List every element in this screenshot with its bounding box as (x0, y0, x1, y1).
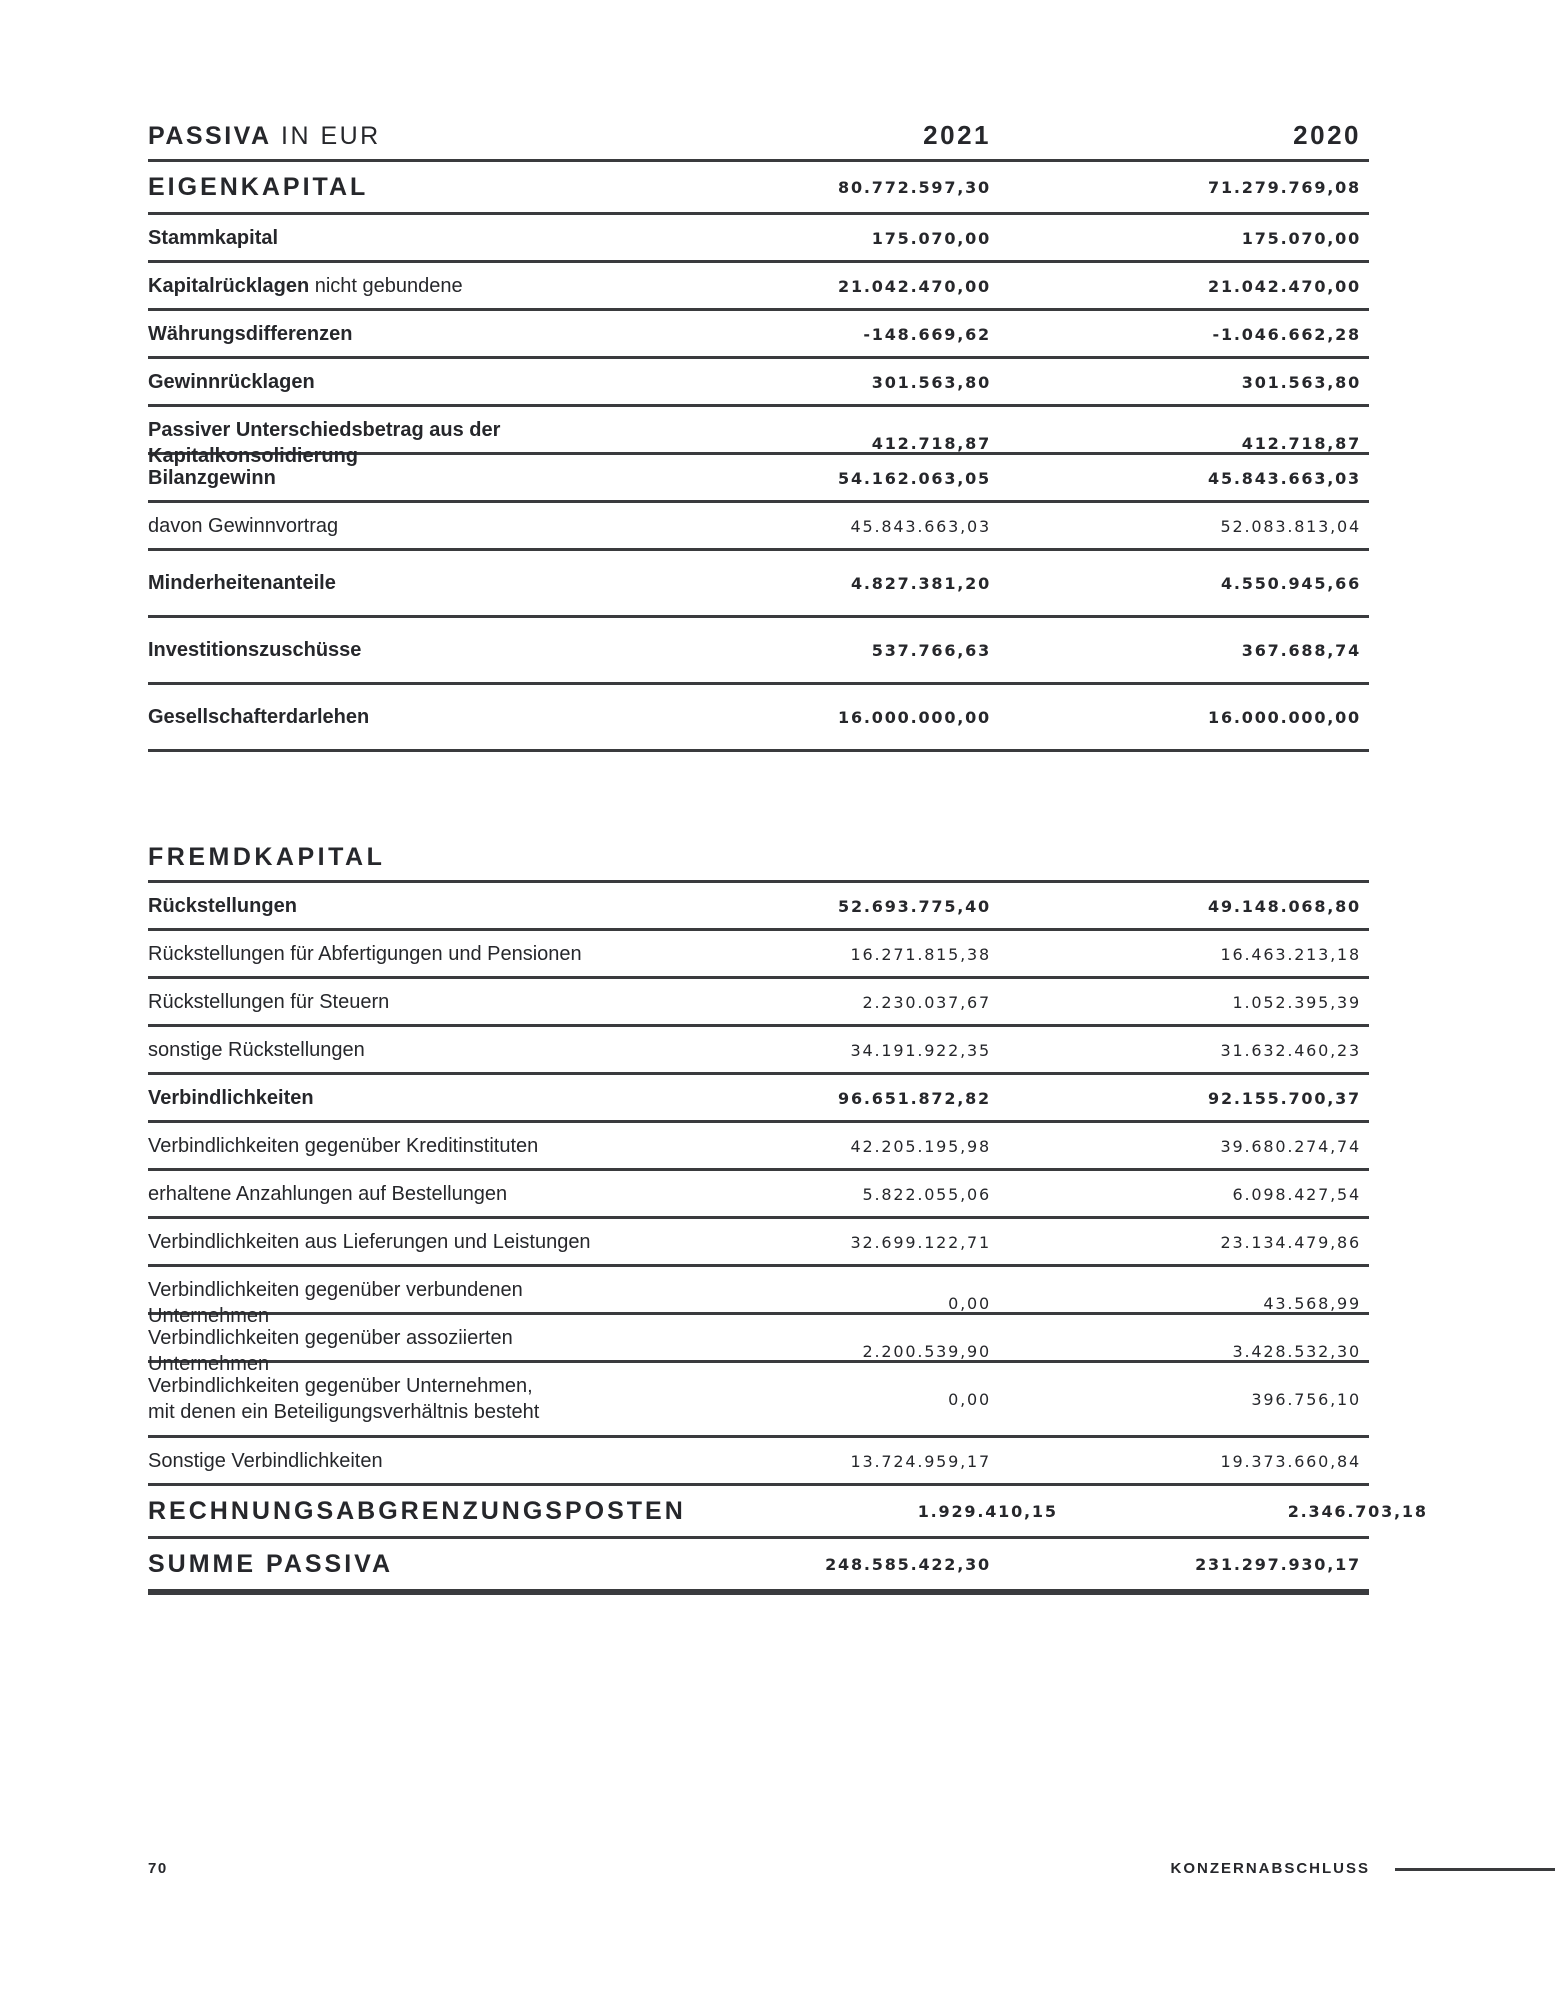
value-2021: 0,00 (948, 1389, 991, 1409)
row-label (148, 263, 619, 309)
table-row-kapitalruecklagen (148, 263, 1369, 311)
table-title (148, 122, 619, 151)
section-label: RECHNUNGSABGRENZUNGSPOSTEN (148, 1496, 686, 1525)
table-row-verbindlichkeiten-beteiligung (148, 1363, 1369, 1438)
section-fremdkapital: FREMDKAPITAL (148, 834, 1369, 883)
footer-section-name: KONZERNABSCHLUSS (1170, 1860, 1370, 1877)
row-label: Gesellschafterdarlehen (148, 706, 370, 728)
table-row-rueckstellungen-steuern (148, 979, 1369, 1027)
value-2021: 0,00 (948, 1293, 991, 1313)
table-row-verbindlichkeiten-lieferungen (148, 1219, 1369, 1267)
value-2021: 42.205.195,98 (850, 1136, 991, 1156)
value-2021: 21.042.470,00 (838, 276, 991, 296)
row-label: sonstige Rückstellungen (148, 1039, 365, 1061)
value-2021: 412.718,87 (871, 433, 991, 453)
value-2020: 52.083.813,04 (1220, 516, 1361, 536)
table-row-sonstige-verbindlichkeiten (148, 1438, 1369, 1486)
value-2021: 45.843.663,03 (850, 516, 991, 536)
value-2020: 6.098.427,54 (1232, 1184, 1361, 1204)
row-label-line-2: mit denen ein Beteiligungsverhältnis besteht (148, 1401, 540, 1423)
footer-rule-divider (1395, 1868, 1555, 1871)
page-footer (148, 1860, 1555, 1880)
total-row-summe-passiva (148, 1539, 1369, 1595)
value-2020: 49.148.068,80 (1208, 896, 1361, 916)
value-2021: 96.651.872,82 (838, 1088, 991, 1108)
page-number: 70 (148, 1860, 168, 1877)
table-row-gewinnvortrag (148, 503, 1369, 551)
table-row-rueckstellungen-abfertigungen (148, 931, 1369, 979)
value-2020: 301.563,80 (1241, 372, 1361, 392)
value-2020: 45.843.663,03 (1208, 468, 1361, 488)
value-2020: 175.070,00 (1241, 228, 1361, 248)
row-label: Stammkapital (148, 227, 279, 249)
table-row-verbindlichkeiten-assoziierte (148, 1315, 1369, 1375)
value-2021: 175.070,00 (871, 228, 991, 248)
table-row-stammkapital (148, 215, 1369, 263)
table-row-verbindlichkeiten-verbundene (148, 1267, 1369, 1327)
row-label: erhaltene Anzahlungen auf Bestellungen (148, 1183, 508, 1205)
value-2020: 1.052.395,39 (1232, 992, 1361, 1012)
value-2021: 5.822.055,06 (862, 1184, 991, 1204)
value-2020: 3.428.532,30 (1232, 1341, 1361, 1361)
row-label: Passiver Unterschiedsbetrag aus der Kapitalkonsolidierung (148, 419, 501, 467)
value-2021: 16.000.000,00 (838, 707, 991, 727)
row-label: Verbindlichkeiten aus Lieferungen und Leistungen (148, 1231, 591, 1253)
column-header-2021: 2021 (923, 120, 991, 150)
value-2021: -148.669,62 (863, 324, 991, 344)
value-2020: 92.155.700,37 (1208, 1088, 1361, 1108)
value-2021: 34.191.922,35 (850, 1040, 991, 1060)
table-row-bilanzgewinn (148, 455, 1369, 503)
value-2021: 54.162.063,05 (838, 468, 991, 488)
table-row-verbindlichkeiten-kreditinstitute (148, 1123, 1369, 1171)
value-2020: 16.463.213,18 (1220, 944, 1361, 964)
value-2020: 4.550.945,66 (1220, 573, 1361, 593)
value-2021: 2.230.037,67 (862, 992, 991, 1012)
row-label: Gewinnrücklagen (148, 371, 315, 393)
row-label (148, 1363, 619, 1435)
total-value-2021: 248.585.422,30 (825, 1554, 991, 1574)
table-row-verbindlichkeiten (148, 1075, 1369, 1123)
total-label: SUMME PASSIVA (148, 1549, 394, 1578)
section-rechnungsabgrenzungsposten (148, 1486, 1428, 1539)
value-2021: 1.929.410,15 (917, 1501, 1058, 1521)
table-row-erhaltene-anzahlungen (148, 1171, 1369, 1219)
value-2021: 13.724.959,17 (850, 1451, 991, 1471)
value-2020: -1.046.662,28 (1212, 324, 1361, 344)
value-2020: 39.680.274,74 (1220, 1136, 1361, 1156)
value-2021: 52.693.775,40 (838, 896, 991, 916)
value-2021: 301.563,80 (871, 372, 991, 392)
row-label: Währungsdifferenzen (148, 323, 353, 345)
value-2020: 31.632.460,23 (1220, 1040, 1361, 1060)
value-2020: 43.568,99 (1263, 1293, 1361, 1313)
table-row-rueckstellungen (148, 883, 1369, 931)
row-label: Minderheitenanteile (148, 572, 336, 594)
row-label: Verbindlichkeiten gegenüber verbundenen Unternehmen (148, 1279, 523, 1327)
value-2020: 2.346.703,18 (1287, 1501, 1428, 1521)
value-2020: 367.688,74 (1241, 640, 1361, 660)
row-label: Verbindlichkeiten gegenüber assoziierten Unternehmen (148, 1327, 513, 1375)
table-row-investitionszuschuesse (148, 618, 1369, 685)
row-label: Investitionszuschüsse (148, 639, 362, 661)
table-row-passiver-unterschiedsbetrag (148, 407, 1369, 467)
value-2021: 537.766,63 (871, 640, 991, 660)
table-row-minderheitenanteile (148, 551, 1369, 618)
table-row-sonstige-rueckstellungen (148, 1027, 1369, 1075)
column-header-2020: 2020 (1293, 120, 1361, 150)
title-bold: PASSIVA (148, 122, 272, 150)
title-unit: IN EUR (271, 122, 381, 150)
table-header (148, 112, 1369, 162)
value-2021: 80.772.597,30 (838, 177, 991, 197)
value-2020: 412.718,87 (1241, 433, 1361, 453)
row-label: Rückstellungen (148, 895, 297, 917)
value-2020: 71.279.769,08 (1208, 177, 1361, 197)
value-2021: 4.827.381,20 (850, 573, 991, 593)
row-label-line-1: Verbindlichkeiten gegenüber Unternehmen, (148, 1375, 533, 1397)
value-2020: 21.042.470,00 (1208, 276, 1361, 296)
balance-sheet-page (148, 0, 1428, 1595)
value-2021: 16.271.815,38 (850, 944, 991, 964)
table-row-gewinnruecklagen (148, 359, 1369, 407)
value-2020: 16.000.000,00 (1208, 707, 1361, 727)
value-2020: 396.756,10 (1251, 1389, 1361, 1409)
row-label: Sonstige Verbindlichkeiten (148, 1450, 383, 1472)
table-row-waehrungsdifferenzen (148, 311, 1369, 359)
value-2021: 2.200.539,90 (862, 1341, 991, 1361)
value-2020: 23.134.479,86 (1220, 1232, 1361, 1252)
value-2020: 19.373.660,84 (1220, 1451, 1361, 1471)
row-label: Bilanzgewinn (148, 467, 276, 489)
row-label: Verbindlichkeiten (148, 1087, 314, 1109)
total-value-2020: 231.297.930,17 (1195, 1554, 1361, 1574)
value-2021: 32.699.122,71 (850, 1232, 991, 1252)
table-row-gesellschafterdarlehen (148, 685, 1369, 752)
section-eigenkapital (148, 162, 1369, 215)
section-label: EIGENKAPITAL (148, 172, 369, 201)
row-label-qualifier: nicht gebundene (309, 275, 463, 297)
row-label: davon Gewinnvortrag (148, 515, 339, 537)
row-label: Rückstellungen für Abfertigungen und Pensionen (148, 943, 582, 965)
row-label: Verbindlichkeiten gegenüber Kreditinstituten (148, 1135, 539, 1157)
row-label: Rückstellungen für Steuern (148, 991, 390, 1013)
row-label-bold: Kapitalrücklagen (148, 275, 310, 297)
